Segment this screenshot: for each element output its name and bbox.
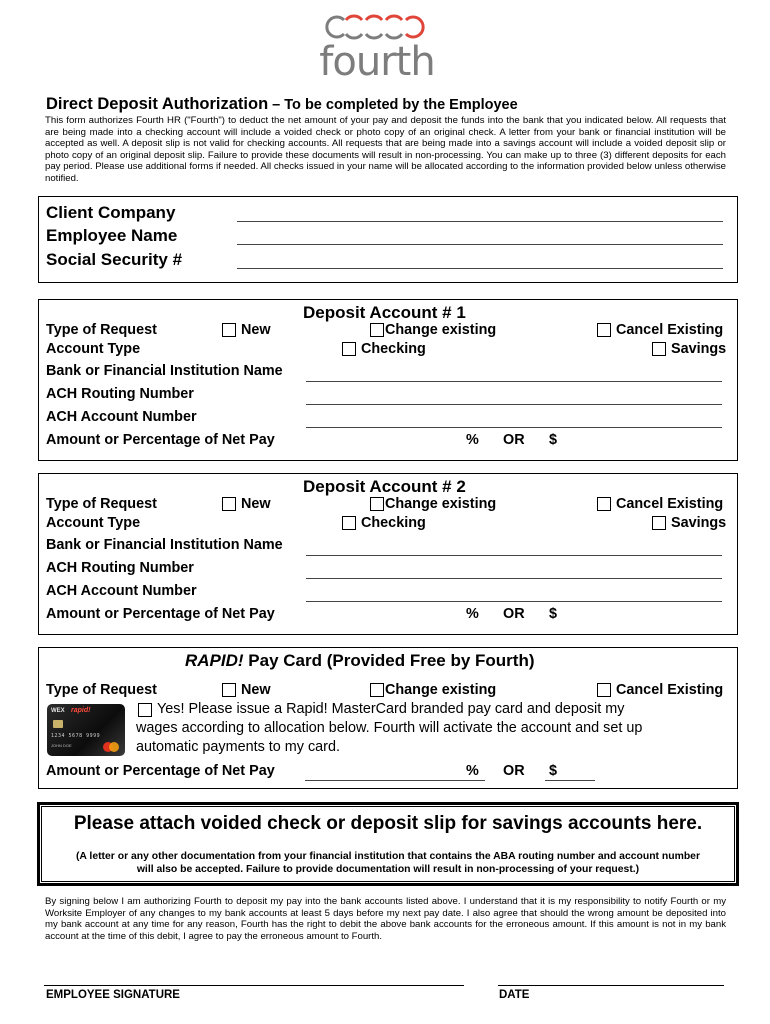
employee-signature-field[interactable] (44, 985, 464, 986)
rapid-new-checkbox[interactable] (222, 683, 236, 697)
d2-amount-label: Amount or Percentage of Net Pay (46, 606, 275, 622)
attach-note-line-2: will also be accepted. Failure to provide documentation will result in non-processing of your request.) (136, 864, 640, 875)
card-chip-icon (53, 720, 63, 728)
d2-checking-label: Checking (361, 515, 426, 531)
attach-note-line-1: (A letter or any other documentation from your financial institution that contains the ABA routing number and account number (75, 851, 701, 862)
d1-amount-label: Amount or Percentage of Net Pay (46, 432, 275, 448)
rapid-title (185, 651, 535, 671)
d2-routing-label: ACH Routing Number (46, 560, 194, 576)
d1-or-label: OR (503, 432, 525, 448)
d1-routing-field[interactable] (306, 404, 722, 405)
d2-savings-label: Savings (671, 515, 727, 531)
employee-name-field[interactable] (237, 244, 723, 245)
card-name: rapid! (71, 707, 91, 714)
d2-account-field[interactable] (306, 601, 722, 602)
rapid-amount-label: Amount or Percentage of Net Pay (46, 763, 275, 779)
d1-savings-label: Savings (671, 341, 727, 357)
logo-rings-icon (318, 12, 436, 42)
d1-bank-label: Bank or Financial Institution Name (46, 363, 283, 379)
d2-bank-field[interactable] (306, 555, 722, 556)
d2-account-type-label: Account Type (46, 515, 141, 531)
deposit-1-title: Deposit Account # 1 (303, 303, 466, 322)
employee-name-label: Employee Name (46, 226, 178, 245)
card-number: 1234 5678 9999 (51, 733, 101, 739)
d1-account-label: ACH Account Number (46, 409, 197, 425)
d2-dollar-label: $ (549, 606, 558, 622)
rapid-or-label: OR (503, 763, 525, 779)
rapid-amount-dollar-field[interactable] (545, 780, 595, 781)
d2-account-label: ACH Account Number (46, 583, 197, 599)
rapid-change-label: Change existing (385, 682, 497, 698)
d1-change-checkbox[interactable] (370, 323, 384, 337)
intro-paragraph: This form authorizes Fourth HR ("Fourth") to deduct the net amount of your pay and deposit the funds into the bank that you indicated below. All requests that are being made into a checking account will include a voided check or photo copy of an original check. A letter from your bank or financial institution will be accepted as well. A deposit slip is not valid for checking accounts. All requests that are being made into a savings account will include a voided deposit slip or photo copy of an original deposit slip. Failure to provide these documents will result in non-processing. You can make up to three (3) different deposits for each pay period. Please use additional forms if needed. All checks issued in your name will be allocated according to the information provided below unless otherwise notified. (45, 115, 726, 184)
d1-routing-label: ACH Routing Number (46, 386, 194, 402)
d2-cancel-checkbox[interactable] (597, 497, 611, 511)
rapid-new-label: New (241, 682, 271, 698)
d1-type-of-request-label: Type of Request (46, 322, 157, 338)
rapid-cancel-label: Cancel Existing (616, 682, 724, 698)
d2-cancel-label: Cancel Existing (616, 496, 724, 512)
form-title (46, 95, 518, 114)
card-holder: JOHN DOE (51, 743, 72, 748)
mastercard-logo-icon-2 (109, 742, 119, 752)
d1-checking-label: Checking (361, 341, 426, 357)
rapid-title-rest: Pay Card (Provided Free by Fourth) (243, 651, 535, 670)
d1-savings-checkbox[interactable] (652, 342, 666, 356)
d1-account-field[interactable] (306, 427, 722, 428)
d1-cancel-checkbox[interactable] (597, 323, 611, 337)
d1-dollar-label: $ (549, 432, 558, 448)
d2-percent-label: % (466, 606, 479, 622)
d2-bank-label: Bank or Financial Institution Name (46, 537, 283, 553)
rapid-cancel-checkbox[interactable] (597, 683, 611, 697)
d2-new-label: New (241, 496, 271, 512)
d2-or-label: OR (503, 606, 525, 622)
rapid-type-of-request-label: Type of Request (46, 682, 157, 698)
rapid-dollar-label: $ (549, 763, 558, 779)
date-field[interactable] (498, 985, 724, 986)
d1-bank-field[interactable] (306, 381, 722, 382)
d2-change-checkbox[interactable] (370, 497, 384, 511)
d1-percent-label: % (466, 432, 479, 448)
rapid-yes-checkbox[interactable] (138, 703, 152, 717)
client-company-label: Client Company (46, 203, 176, 222)
rapid-amount-percent-field[interactable] (305, 780, 485, 781)
d1-cancel-label: Cancel Existing (616, 322, 724, 338)
d2-type-of-request-label: Type of Request (46, 496, 157, 512)
ssn-field[interactable] (237, 268, 723, 269)
date-label: DATE (499, 989, 530, 1001)
d2-change-label: Change existing (385, 496, 497, 512)
rapid-change-checkbox[interactable] (370, 683, 384, 697)
rapid-yes-line-1: Yes! Please issue a Rapid! MasterCard branded pay card and deposit my (157, 701, 625, 717)
d2-new-checkbox[interactable] (222, 497, 236, 511)
rapid-title-italic: RAPID! (185, 651, 244, 670)
d1-change-label: Change existing (385, 322, 497, 338)
attach-note (45, 850, 731, 876)
employee-signature-label: EMPLOYEE SIGNATURE (46, 989, 180, 1001)
ssn-label: Social Security # (46, 250, 183, 269)
logo-wordmark: fourth (319, 39, 435, 85)
attach-title: Please attach voided check or deposit slip for savings accounts here. (73, 813, 703, 834)
consent-paragraph: By signing below I am authorizing Fourth to deposit my pay into the bank accounts listed above. I understand that it is my responsibility to notify Fourth or my Worksite Employer of any changes to my bank accounts at least 5 days before my next pay date. I also agree that should the wrong amount be deposited into my bank account at any time for any reason, Fourth has the right to debit the above bank accounts for the erroneous amount. If this amount is not in my bank account at the time of this debit, I agree to pay the erroneous amount to Fourth. (45, 896, 726, 942)
title-sub: – To be completed by the Employee (268, 97, 518, 113)
d2-checking-checkbox[interactable] (342, 516, 356, 530)
d2-savings-checkbox[interactable] (652, 516, 666, 530)
title-main: Direct Deposit Authorization (46, 95, 269, 113)
deposit-2-title: Deposit Account # 2 (303, 477, 466, 496)
rapid-yes-line-2: wages according to allocation below. Fourth will activate the account and set up (136, 720, 643, 736)
rapid-yes-line-3: automatic payments to my card. (136, 739, 340, 755)
client-company-field[interactable] (237, 221, 723, 222)
d1-account-type-label: Account Type (46, 341, 141, 357)
d1-checking-checkbox[interactable] (342, 342, 356, 356)
rapid-percent-label: % (466, 763, 479, 779)
fourth-logo (318, 12, 436, 85)
d1-new-checkbox[interactable] (222, 323, 236, 337)
card-brand: WEX (51, 708, 65, 714)
d1-new-label: New (241, 322, 271, 338)
rapid-pay-card-image (47, 704, 125, 756)
d2-routing-field[interactable] (306, 578, 722, 579)
